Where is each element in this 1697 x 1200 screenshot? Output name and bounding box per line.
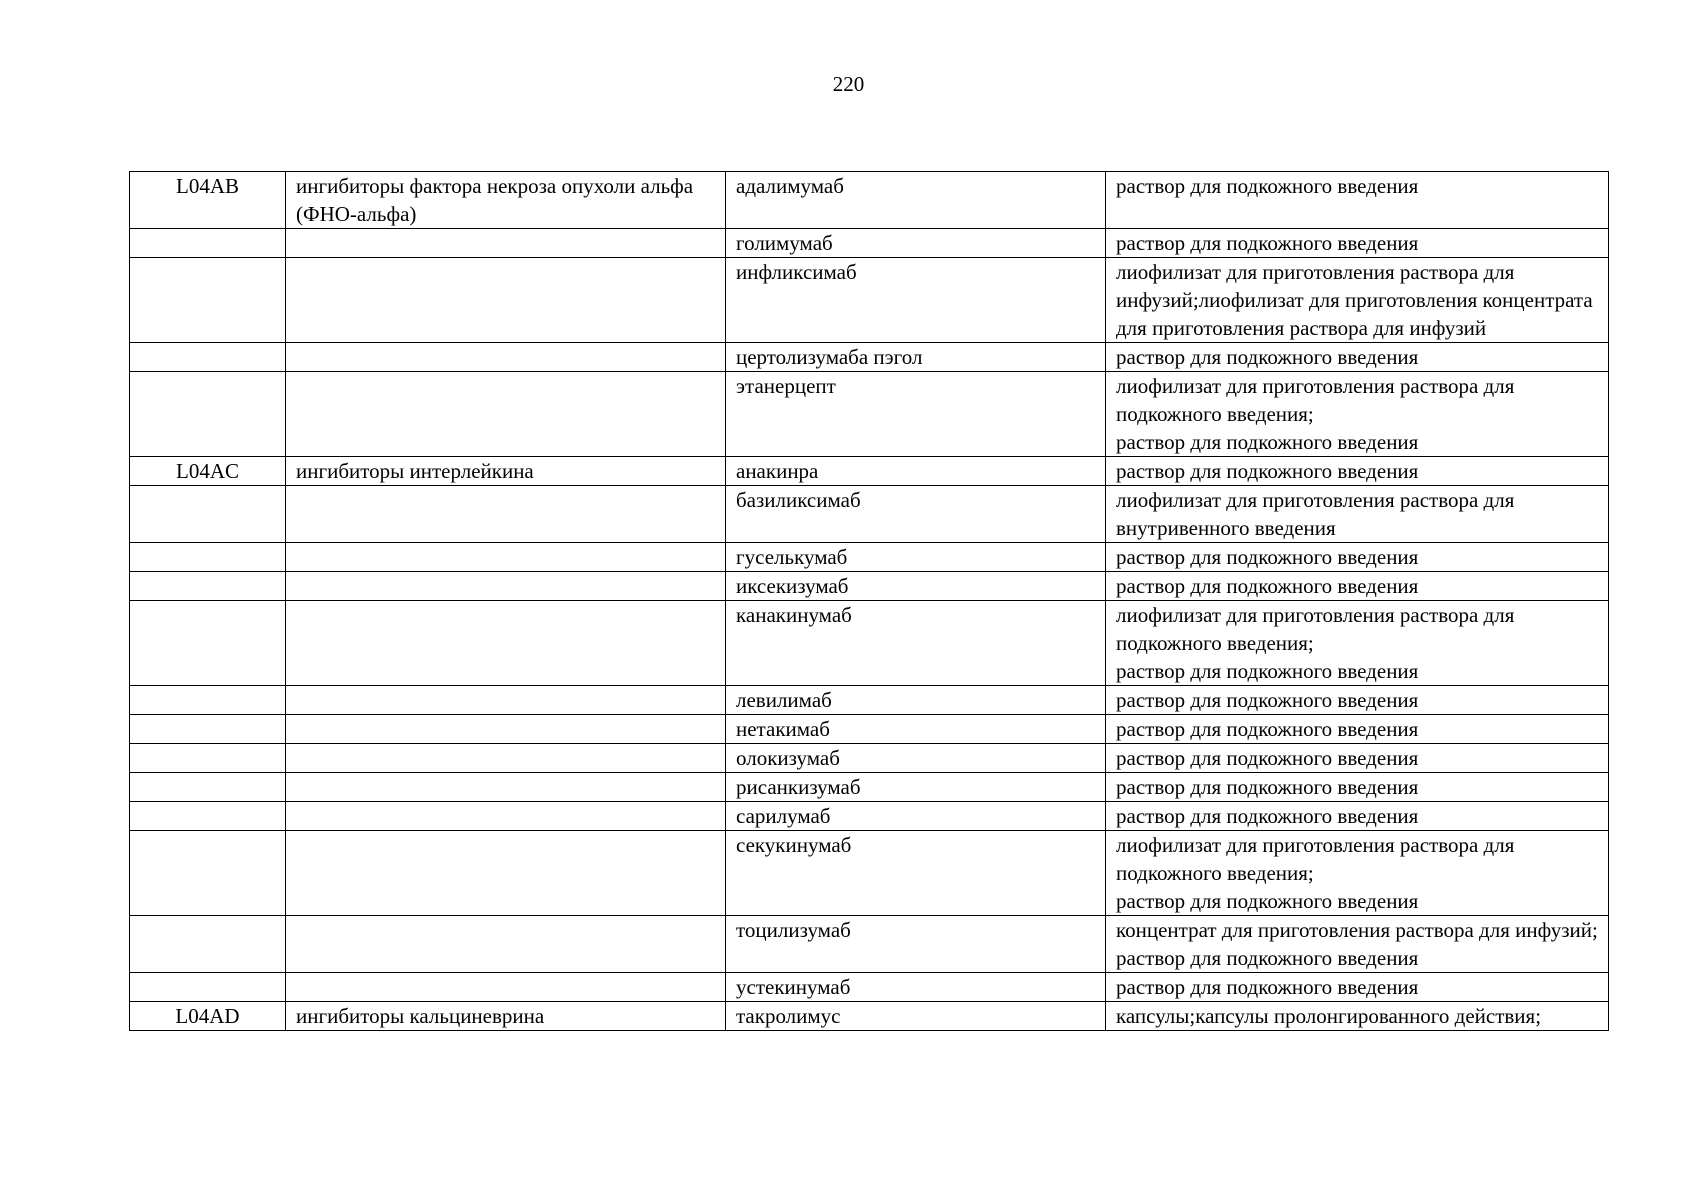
- dosage-form-line: раствор для подкожного введения: [1116, 746, 1419, 770]
- dosage-form-cell: [1106, 715, 1609, 744]
- atc-code-cell: [130, 543, 286, 572]
- drug-name-cell: рисанкизумаб: [726, 773, 1106, 802]
- atc-group-cell: [286, 973, 726, 1002]
- dosage-form-line: раствор для подкожного введения: [1116, 688, 1419, 712]
- table-row: [130, 486, 1609, 543]
- atc-code-cell: [130, 802, 286, 831]
- drug-name-cell: нетакимаб: [726, 715, 1106, 744]
- dosage-form-line: раствор для подкожного введения: [1116, 804, 1419, 828]
- table-row: [130, 343, 1609, 372]
- dosage-form-line: раствор для подкожного введения: [1116, 946, 1419, 970]
- dosage-form-line: раствор для подкожного введения: [1116, 545, 1419, 569]
- dosage-form-cell: [1106, 543, 1609, 572]
- dosage-form-cell: [1106, 486, 1609, 543]
- drug-name-cell: устекинумаб: [726, 973, 1106, 1002]
- atc-code-cell: L04AC: [130, 457, 286, 486]
- dosage-form-cell: [1106, 457, 1609, 486]
- table-row: [130, 572, 1609, 601]
- dosage-form-line: лиофилизат для приготовления раствора для внутривенного введения: [1116, 488, 1515, 540]
- table-row: [130, 802, 1609, 831]
- atc-group-cell: [286, 831, 726, 916]
- dosage-form-line: раствор для подкожного введения: [1116, 345, 1419, 369]
- atc-code-cell: [130, 973, 286, 1002]
- dosage-form-line: капсулы;капсулы пролонгированного действия;: [1116, 1004, 1542, 1028]
- dosage-form-cell: [1106, 172, 1609, 229]
- dosage-form-line: лиофилизат для приготовления раствора для подкожного введения;: [1116, 603, 1515, 655]
- atc-code-cell: [130, 831, 286, 916]
- drug-name-cell: олокизумаб: [726, 744, 1106, 773]
- dosage-form-cell: [1106, 258, 1609, 343]
- drug-name-cell: этанерцепт: [726, 372, 1106, 457]
- table-row: [130, 744, 1609, 773]
- dosage-form-line: раствор для подкожного введения: [1116, 430, 1419, 454]
- table-row: [130, 973, 1609, 1002]
- dosage-form-cell: [1106, 343, 1609, 372]
- dosage-form-cell: [1106, 372, 1609, 457]
- drug-name-cell: базиликсимаб: [726, 486, 1106, 543]
- dosage-form-line: раствор для подкожного введения: [1116, 659, 1419, 683]
- table-row: [130, 543, 1609, 572]
- drug-name-cell: анакинра: [726, 457, 1106, 486]
- table-row: [130, 258, 1609, 343]
- atc-group-cell: [286, 601, 726, 686]
- atc-group-cell: [286, 773, 726, 802]
- drug-name-cell: сарилумаб: [726, 802, 1106, 831]
- atc-group-cell: [286, 258, 726, 343]
- drug-name-cell: гуселькумаб: [726, 543, 1106, 572]
- dosage-form-cell: [1106, 686, 1609, 715]
- dosage-form-line: раствор для подкожного введения: [1116, 975, 1419, 999]
- dosage-form-cell: [1106, 1002, 1609, 1031]
- atc-group-cell: [286, 744, 726, 773]
- dosage-form-line: раствор для подкожного введения: [1116, 775, 1419, 799]
- table-row: [130, 457, 1609, 486]
- atc-code-cell: [130, 572, 286, 601]
- atc-group-cell: [286, 802, 726, 831]
- dosage-form-line: раствор для подкожного введения: [1116, 174, 1419, 198]
- dosage-form-line: лиофилизат для приготовления раствора для подкожного введения;: [1116, 374, 1515, 426]
- drug-name-cell: адалимумаб: [726, 172, 1106, 229]
- atc-code-cell: [130, 686, 286, 715]
- atc-group-cell: [286, 372, 726, 457]
- table-row: [130, 773, 1609, 802]
- atc-code-cell: [130, 715, 286, 744]
- table-row: [130, 172, 1609, 229]
- table-row: [130, 916, 1609, 973]
- dosage-form-cell: [1106, 831, 1609, 916]
- table-body: [130, 172, 1609, 1031]
- table-row: [130, 601, 1609, 686]
- dosage-form-line: раствор для подкожного введения: [1116, 889, 1419, 913]
- table-row: [130, 831, 1609, 916]
- atc-code-cell: [130, 916, 286, 973]
- dosage-form-line: раствор для подкожного введения: [1116, 574, 1419, 598]
- table-row: [130, 686, 1609, 715]
- atc-code-cell: [130, 372, 286, 457]
- atc-code-cell: [130, 258, 286, 343]
- dosage-form-line: лиофилизат для приготовления раствора для подкожного введения;: [1116, 833, 1515, 885]
- atc-group-cell: [286, 916, 726, 973]
- drug-name-cell: цертолизумаба пэгол: [726, 343, 1106, 372]
- atc-group-cell: [286, 229, 726, 258]
- dosage-form-cell: [1106, 229, 1609, 258]
- dosage-form-cell: [1106, 916, 1609, 973]
- atc-group-cell: [286, 572, 726, 601]
- dosage-form-line: концентрат для приготовления раствора для инфузий;: [1116, 918, 1598, 942]
- table-row: [130, 229, 1609, 258]
- drug-name-cell: канакинумаб: [726, 601, 1106, 686]
- table-row: [130, 1002, 1609, 1031]
- atc-group-cell: ингибиторы фактора некроза опухоли альфа (ФНО-альфа): [286, 172, 726, 229]
- drug-name-cell: тоцилизумаб: [726, 916, 1106, 973]
- dosage-form-line: раствор для подкожного введения: [1116, 231, 1419, 255]
- atc-group-cell: [286, 343, 726, 372]
- drug-name-cell: секукинумаб: [726, 831, 1106, 916]
- dosage-form-line: лиофилизат для приготовления раствора для инфузий;лиофилизат для приготовления концентрата для приготовления раствора для инфузий: [1116, 260, 1593, 340]
- drug-name-cell: левилимаб: [726, 686, 1106, 715]
- dosage-form-cell: [1106, 973, 1609, 1002]
- atc-code-cell: [130, 229, 286, 258]
- atc-code-cell: L04AD: [130, 1002, 286, 1031]
- atc-code-cell: [130, 601, 286, 686]
- dosage-form-line: раствор для подкожного введения: [1116, 459, 1419, 483]
- atc-code-cell: L04AB: [130, 172, 286, 229]
- drug-name-cell: такролимус: [726, 1002, 1106, 1031]
- atc-group-cell: ингибиторы интерлейкина: [286, 457, 726, 486]
- drug-name-cell: голимумаб: [726, 229, 1106, 258]
- atc-group-cell: [286, 543, 726, 572]
- page-number: 220: [832, 72, 865, 96]
- atc-code-cell: [130, 486, 286, 543]
- atc-group-cell: [286, 686, 726, 715]
- atc-code-cell: [130, 744, 286, 773]
- dosage-form-cell: [1106, 601, 1609, 686]
- drug-name-cell: инфликсимаб: [726, 258, 1106, 343]
- dosage-form-line: раствор для подкожного введения: [1116, 717, 1419, 741]
- drug-table: [129, 171, 1609, 1031]
- atc-code-cell: [130, 773, 286, 802]
- table-row: [130, 715, 1609, 744]
- atc-code-cell: [130, 343, 286, 372]
- dosage-form-cell: [1106, 744, 1609, 773]
- atc-group-cell: [286, 486, 726, 543]
- atc-group-cell: [286, 715, 726, 744]
- dosage-form-cell: [1106, 802, 1609, 831]
- drug-name-cell: иксекизумаб: [726, 572, 1106, 601]
- atc-group-cell: ингибиторы кальциневрина: [286, 1002, 726, 1031]
- table-row: [130, 372, 1609, 457]
- dosage-form-cell: [1106, 572, 1609, 601]
- dosage-form-cell: [1106, 773, 1609, 802]
